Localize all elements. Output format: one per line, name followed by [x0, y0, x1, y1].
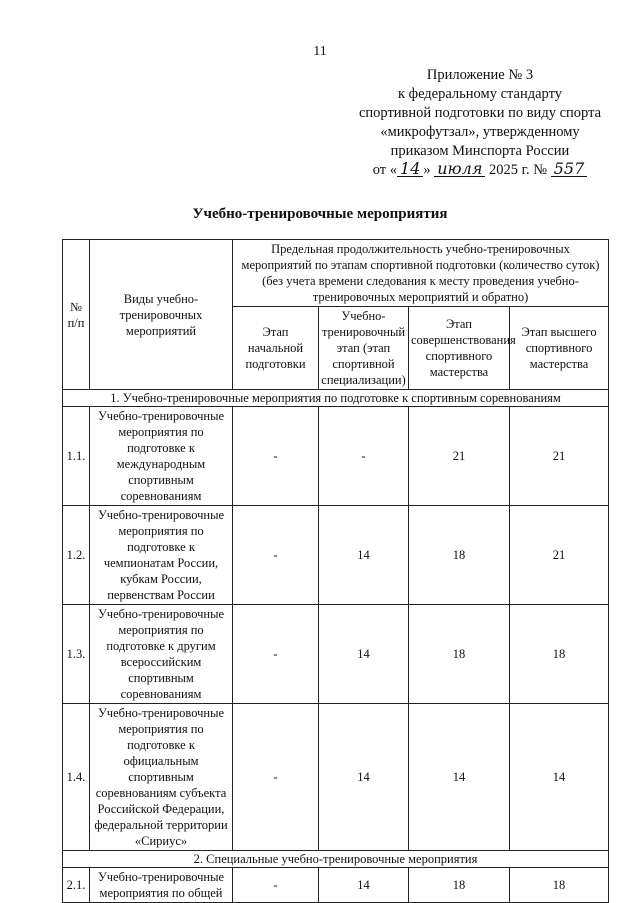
appendix-line-2: спортивной подготовки по виду спорта: [358, 105, 602, 121]
appendix-line-1: к федеральному стандарту: [398, 86, 562, 102]
section-heading-2: 2. Специальные учебно-тренировочные мероприятия: [63, 851, 609, 868]
training-events-table: [62, 239, 609, 903]
row-value-stage-improvement: 18: [409, 605, 510, 704]
order-number: 557: [551, 161, 588, 177]
document-title: Учебно-тренировочные мероприятия: [192, 206, 448, 222]
header-stage-training: Учебно-тренировочный этап (этап спортивной специализации): [319, 307, 409, 390]
header-stage-improvement: Этап совершенствования спортивного мастерства: [409, 307, 510, 390]
row-num: 1.1.: [63, 407, 90, 506]
order-line: [330, 161, 630, 180]
row-value-stage-training: 14: [319, 605, 409, 704]
row-name: Учебно-тренировочные мероприятия по подготовке к международным спортивным соревнованиям: [90, 407, 233, 506]
row-value-stage-higher: 18: [510, 868, 609, 903]
row-value-stage-higher: 21: [510, 506, 609, 605]
row-value-stage-higher: 14: [510, 704, 609, 851]
table-row: [63, 704, 609, 851]
page-number: 11: [313, 44, 327, 59]
row-value-stage-initial: -: [233, 407, 319, 506]
row-num: 1.2.: [63, 506, 90, 605]
row-value-stage-training: 14: [319, 506, 409, 605]
row-num: 2.1.: [63, 868, 90, 903]
row-value-stage-initial: -: [233, 868, 319, 903]
row-num: 1.4.: [63, 704, 90, 851]
order-day: 14: [397, 161, 423, 177]
row-value-stage-improvement: 14: [409, 704, 510, 851]
appendix-line-4: приказом Минспорта России: [390, 143, 570, 159]
row-value-stage-improvement: 18: [409, 506, 510, 605]
table-row: [63, 407, 609, 506]
row-value-stage-improvement: 18: [409, 868, 510, 903]
row-value-stage-training: 14: [319, 868, 409, 903]
row-value-stage-initial: -: [233, 704, 319, 851]
row-value-stage-initial: -: [233, 605, 319, 704]
row-value-stage-initial: -: [233, 506, 319, 605]
header-duration: Предельная продолжительность учебно-тренировочных мероприятий по этапам спортивной подготовки (количество суток) (без учета времени следования к месту проведения учебно-тренировочных мероприятий и обратно): [233, 240, 609, 307]
table-row: [63, 605, 609, 704]
row-value-stage-improvement: 21: [409, 407, 510, 506]
appendix-title: Приложение № 3: [426, 67, 534, 83]
header-stage-higher: Этап высшего спортивного мастерства: [510, 307, 609, 390]
header-types: Виды учебно-тренировочных мероприятий: [90, 240, 233, 390]
row-name: Учебно-тренировочные мероприятия по общей: [90, 868, 233, 903]
row-name: Учебно-тренировочные мероприятия по подготовке к официальным спортивным соревнованиям субъекта Российской Федерации, федеральной территории «Сириус»: [90, 704, 233, 851]
appendix-line-3: «микрофутзал», утвержденному: [380, 124, 580, 140]
row-value-stage-higher: 21: [510, 407, 609, 506]
row-value-stage-training: -: [319, 407, 409, 506]
order-prefix: от «: [372, 162, 398, 178]
section-heading-1: 1. Учебно-тренировочные мероприятия по подготовке к спортивным соревнованиям: [63, 390, 609, 407]
table-row: [63, 506, 609, 605]
row-name: Учебно-тренировочные мероприятия по подготовке к чемпионатам России, кубкам России, первенствам России: [90, 506, 233, 605]
header-stage-initial: Этап начальной подготовки: [233, 307, 319, 390]
order-year: 2025 г. №: [489, 162, 548, 178]
appendix-block: [330, 66, 630, 180]
row-value-stage-training: 14: [319, 704, 409, 851]
row-value-stage-higher: 18: [510, 605, 609, 704]
table-row: [63, 868, 609, 903]
order-mid: »: [423, 162, 431, 178]
header-num: № п/п: [63, 240, 90, 390]
row-name: Учебно-тренировочные мероприятия по подготовке к другим всероссийским спортивным соревнованиям: [90, 605, 233, 704]
row-num: 1.3.: [63, 605, 90, 704]
order-month: июля: [434, 161, 485, 177]
